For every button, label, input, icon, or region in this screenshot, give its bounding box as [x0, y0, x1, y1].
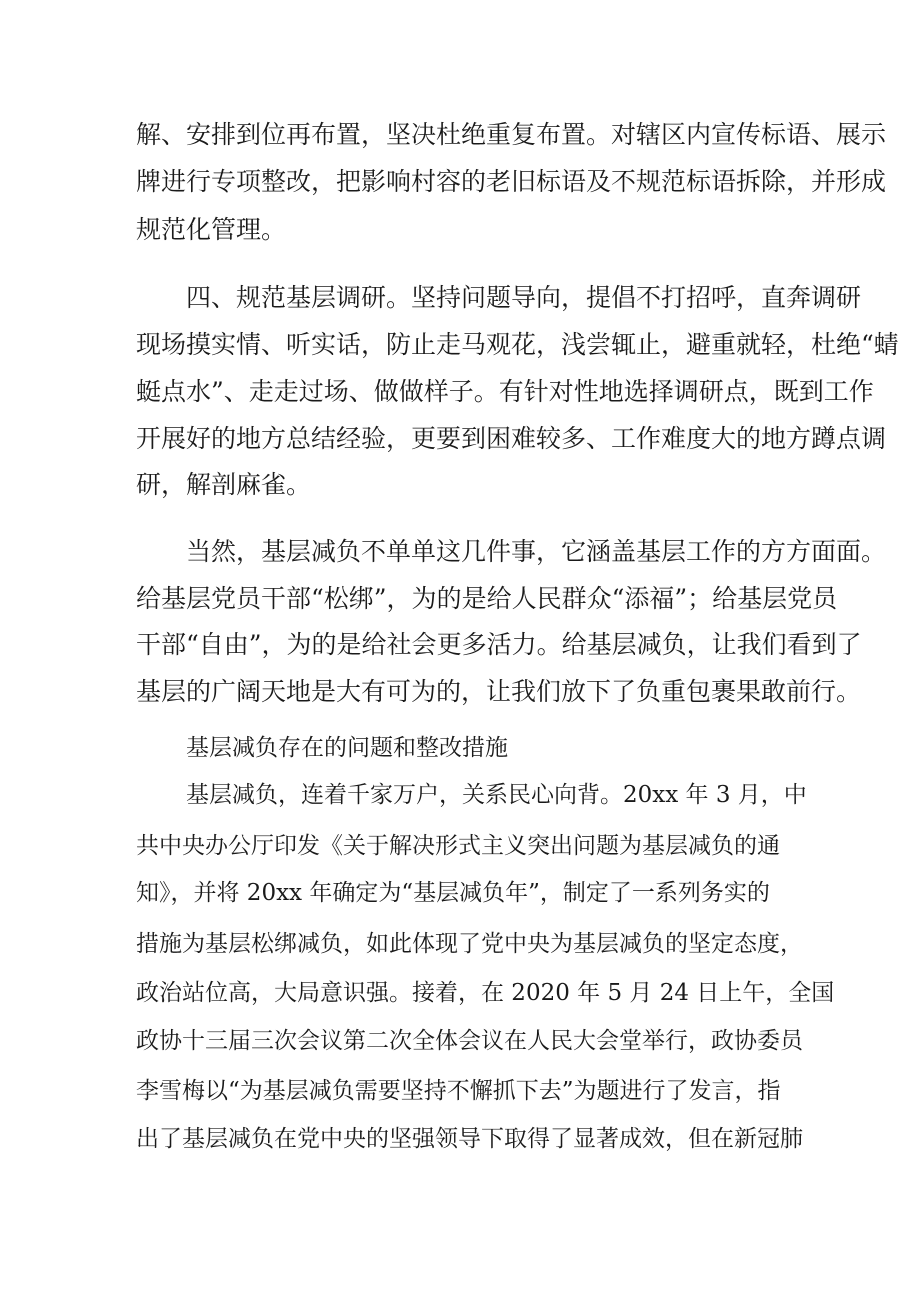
paragraph-line: 知》，并将 20xx 年确定为“基层减负年”，制定了一系列务实的 — [136, 880, 770, 906]
paragraph-line: 给基层党员干部“松绑”，为的是给人民群众“添福”；给基层党员 — [136, 584, 838, 613]
paragraph-line: 现场摸实情、听实话，防止走马观花，浅尝辄止，避重就轻，杜绝“蜻 — [136, 330, 899, 359]
paragraph-line: 研，解剖麻雀。 — [136, 470, 312, 499]
paragraph-line: 四、规范基层调研。坚持问题导向，提倡不打招呼，直奔调研 — [186, 283, 862, 312]
paragraph-line: 解、安排到位再布置，坚决杜绝重复布置。对辖区内宣传标语、展示 — [136, 120, 887, 149]
paragraph-line: 政协十三届三次会议第二次全体会议在人民大会堂举行，政协委员 — [136, 1028, 803, 1054]
paragraph-line: 当然，基层减负不单单这几件事，它涵盖基层工作的方方面面。 — [186, 537, 887, 566]
paragraph-line: 措施为基层松绑减负，如此体现了党中央为基层减负的坚定态度， — [136, 931, 803, 957]
paragraph-line: 蜓点水”、走走过场、做做样子。有针对性地选择调研点，既到工作 — [136, 377, 874, 406]
section-heading: 基层减负存在的问题和整改措施 — [186, 735, 508, 761]
paragraph-line: 干部“自由”，为的是给社会更多活力。给基层减负，让我们看到了 — [136, 630, 862, 659]
paragraph-line: 开展好的地方总结经验，更要到困难较多、工作难度大的地方蹲点调 — [136, 424, 887, 453]
paragraph-line: 政治站位高，大局意识强。接着，在 2020 年 5 月 24 日上午，全国 — [136, 980, 835, 1006]
paragraph-line: 基层减负，连着千家万户，关系民心向背。20xx 年 3 月，中 — [186, 782, 807, 808]
paragraph-line: 李雪梅以“为基层减负需要坚持不懈抓下去”为题进行了发言，指 — [136, 1078, 781, 1104]
paragraph-line: 出了基层减负在党中央的坚强领导下取得了显著成效，但在新冠肺 — [136, 1126, 803, 1152]
paragraph-line: 规范化管理。 — [136, 215, 287, 244]
paragraph-line: 基层的广阔天地是大有可为的，让我们放下了负重包裹果敢前行。 — [136, 677, 862, 706]
paragraph-line: 共中央办公厅印发《关于解决形式主义突出问题为基层减负的通 — [136, 833, 780, 859]
paragraph-line: 牌进行专项整改，把影响村容的老旧标语及不规范标语拆除，并形成 — [136, 167, 887, 196]
